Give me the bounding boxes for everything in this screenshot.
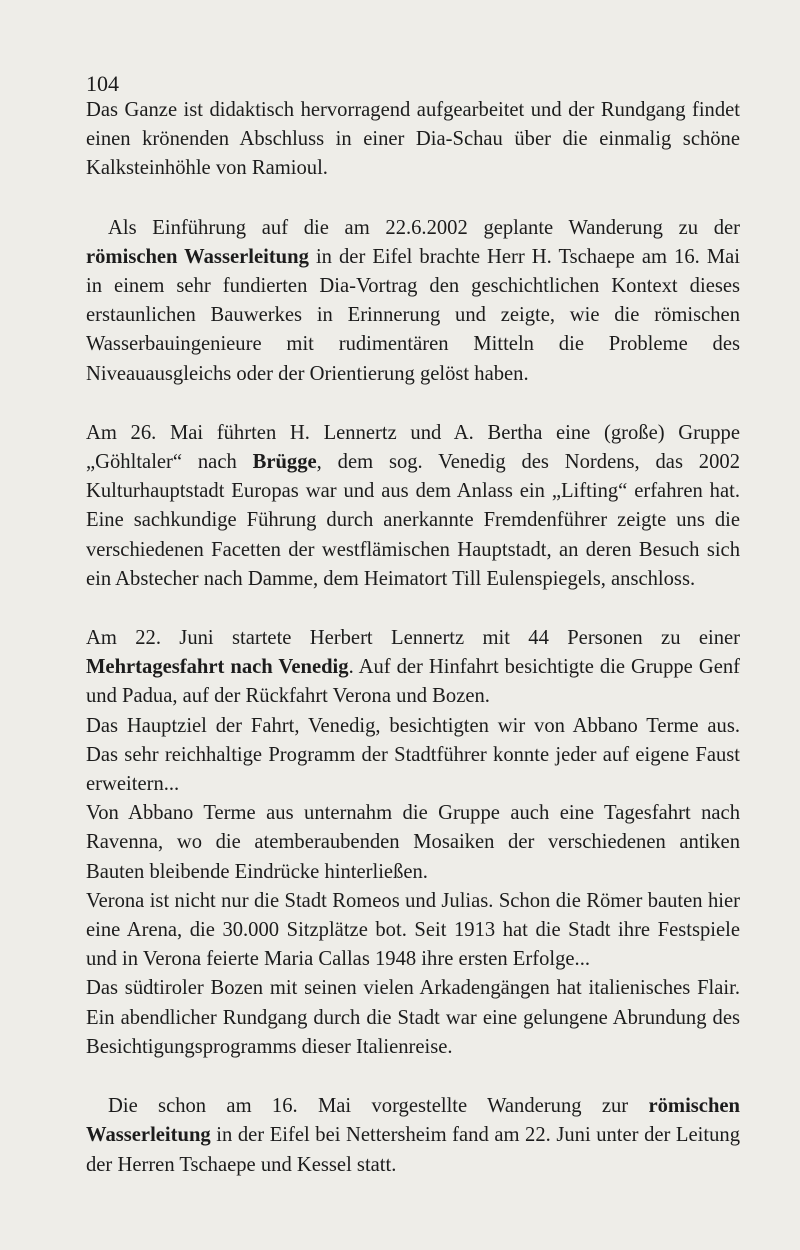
paragraph-wanderung <box>86 1092 740 1180</box>
paragraph-text: Die schon am 16. Mai vorgestellte Wanderung zur <box>108 1095 649 1118</box>
paragraph-text: Am 26. Mai führten H. Lennertz und A. Bertha eine (große) Gruppe „Göhltaler“ nach <box>86 421 740 474</box>
paragraph-text: . Auf der Hinfahrt besichtigte die Gruppe Genf und Padua, auf der Rückfahrt Verona und Bozen. <box>86 656 740 708</box>
paragraph-wasserleitung-vortrag <box>86 214 740 389</box>
paragraph-text: in der Eifel bei Nettersheim fand am 22. Juni unter der Leitung der Herren Tschaepe und Kessel statt. <box>86 1124 740 1176</box>
paragraph-abbano: Das Hauptziel der Fahrt, Venedig, besichtigten wir von Abbano Terme aus. Das sehr reichhaltige Programm der Stadtführer konnte jeder auf eigene Faust erweitern... <box>86 714 740 796</box>
paragraph-bruegge <box>86 419 740 594</box>
paragraph-bozen: Das südtiroler Bozen mit seinen vielen Arkadengängen hat italienisches Flair. Ein abendlicher Rundgang durch die Stadt war eine gelungene Abrundung des Besichtigungsprogramms dieser Italienreise. <box>86 977 740 1058</box>
highlight-bruegge: Brügge <box>252 451 317 474</box>
paragraph-venedig <box>86 624 740 712</box>
paragraph-ramioul: Das Ganze ist didaktisch hervorragend aufgearbeitet und der Rundgang findet einen krönenden Abschluss in einer Dia-Schau über die einmalig schöne Kalksteinhöhle von Ramioul. <box>86 99 740 180</box>
paragraph-text: Als Einführung auf die am 22.6.2002 geplante Wanderung zu der <box>108 216 740 239</box>
highlight-mehrtagesfahrt: Mehrtagesfahrt nach Venedig <box>86 656 349 679</box>
paragraph-text: , dem sog. Venedig des Nordens, das 2002 Kulturhauptstadt Europas war und aus dem Anlass ein „Lifting“ erfahren hat. Eine sachkundige Führung durch anerkannte Fremdenführer zeigte uns die verschiedenen Facetten der westflämischen Hauptstadt, an deren Besuch sich ein Abstecher nach Damme, dem Heimatort Till Eulenspiegels, anschloss. <box>86 451 740 590</box>
paragraph-text: Am 22. Juni startete Herbert Lennertz mit 44 Personen zu einer <box>86 627 740 650</box>
page-number: 104 <box>86 71 119 96</box>
paragraph-text: in der Eifel brachte Herr H. Tschaepe am 16. Mai in einem sehr fundierten Dia-Vortrag den geschichtlichen Kontext dieses erstaunlichen Bauwerkes in Erinnerung und zeigte, wie die römischen Wasserbauingenieure mit rudimentären Mitteln die Probleme des Niveauausgleichs oder der Orientierung gelöst haben. <box>86 245 740 385</box>
paragraph-ravenna: Von Abbano Terme aus unternahm die Gruppe auch eine Tagesfahrt nach Ravenna, wo die atemberaubenden Mosaiken der verschiedenen antiken Bauten bleibende Eindrücke hinterließen. <box>86 802 740 883</box>
highlight-roemische-wasserleitung: römischen Wasserleitung <box>86 245 309 268</box>
highlight-roemische-wasserleitung-2: römischen Wasserleitung <box>86 1095 740 1147</box>
paragraph-verona: Verona ist nicht nur die Stadt Romeos und Julias. Schon die Römer bauten hier eine Arena, die 30.000 Sitzplätze bot. Seit 1913 hat die Stadt ihre Festspiele und in Verona feierte Maria Callas 1948 ihre ersten Erfolge... <box>86 889 740 971</box>
body-text <box>86 96 740 1180</box>
